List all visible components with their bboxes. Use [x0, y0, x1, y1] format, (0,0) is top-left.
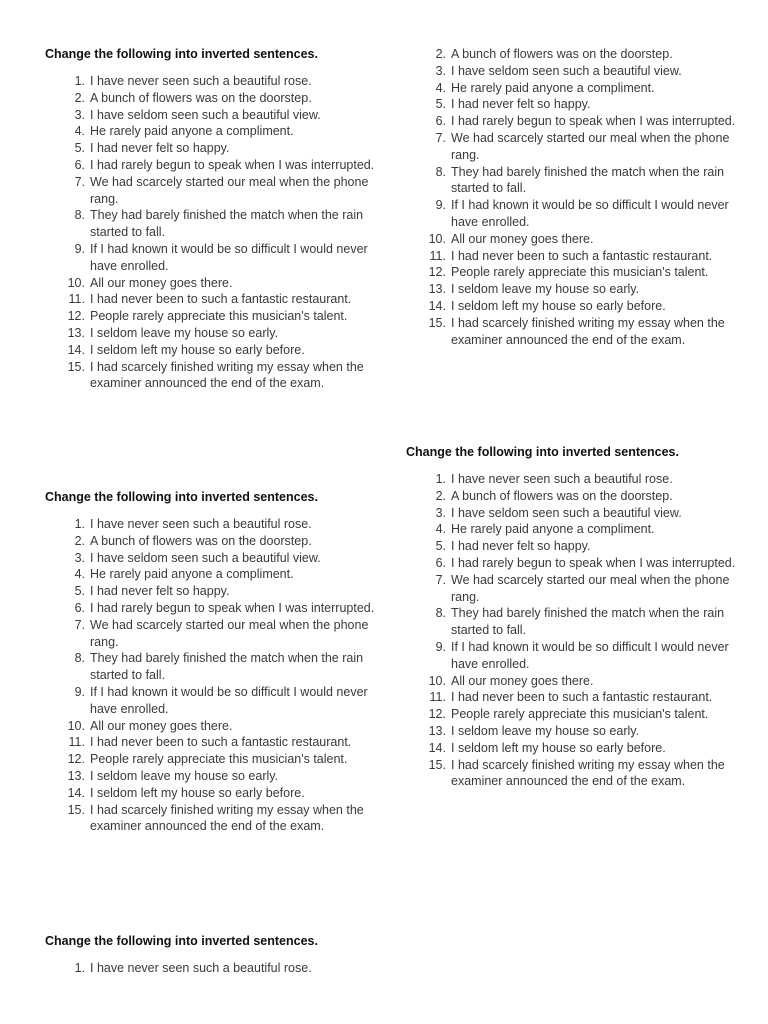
item-text: People rarely appreciate this musician's talent.	[90, 309, 348, 324]
list-item	[406, 96, 736, 113]
exercise-block-right-2	[406, 444, 736, 790]
list-item	[45, 533, 375, 550]
item-number: 6 .	[45, 157, 85, 174]
list-item	[406, 689, 736, 706]
list-item	[406, 723, 736, 740]
item-number: 4 .	[45, 566, 85, 583]
item-text: We had scarcely started our meal when the phone rang.	[90, 617, 369, 649]
exercise-block-left-3	[45, 933, 375, 977]
list-item	[406, 757, 736, 791]
item-number: 11 .	[45, 291, 85, 308]
list-item	[406, 639, 736, 673]
item-text: I had scarcely finished writing my essay when the examiner announced the end of the exam.	[451, 757, 725, 789]
list-item	[406, 264, 736, 281]
list-item	[45, 566, 375, 583]
item-text: People rarely appreciate this musician's talent.	[451, 265, 709, 280]
item-number: 9 .	[406, 197, 446, 214]
item-text: I had never felt so happy.	[451, 97, 591, 112]
list-item	[45, 107, 375, 124]
item-text: People rarely appreciate this musician's talent.	[90, 752, 348, 767]
list-item	[45, 123, 375, 140]
item-text: I had rarely begun to speak when I was interrupted.	[451, 114, 736, 129]
item-text: He rarely paid anyone a compliment.	[451, 80, 655, 95]
list-item	[45, 241, 375, 275]
list-item	[406, 80, 736, 97]
item-number: 8 .	[406, 164, 446, 181]
item-text: I had scarcely finished writing my essay when the examiner announced the end of the exam.	[451, 315, 725, 347]
item-text: If I had known it would be so difficult I would never have enrolled.	[90, 684, 368, 716]
exercise-block-left-2	[45, 489, 375, 835]
item-text: I have seldom seen such a beautiful view.	[451, 505, 682, 520]
sentence-list	[45, 73, 375, 392]
list-item	[45, 90, 375, 107]
list-item	[45, 157, 375, 174]
item-text: I had never been to such a fantastic restaurant.	[90, 292, 352, 307]
item-text: I seldom leave my house so early.	[451, 282, 640, 297]
item-number: 15 .	[45, 802, 85, 819]
item-number: 7 .	[45, 617, 85, 634]
list-item	[406, 505, 736, 522]
item-number: 3 .	[406, 505, 446, 522]
item-number: 10 .	[45, 718, 85, 735]
item-text: They had barely finished the match when the rain started to fall.	[90, 651, 364, 683]
list-item	[406, 740, 736, 757]
item-number: 6 .	[45, 600, 85, 617]
list-item	[406, 231, 736, 248]
list-item	[45, 768, 375, 785]
item-number: 14 .	[406, 740, 446, 757]
item-number: 13 .	[406, 281, 446, 298]
list-item	[45, 785, 375, 802]
item-text: All our money goes there.	[451, 673, 594, 688]
list-item	[45, 617, 375, 651]
exercise-block-right-1	[406, 46, 736, 348]
item-text: I seldom left my house so early before.	[90, 785, 305, 800]
list-item	[406, 281, 736, 298]
list-item	[406, 63, 736, 80]
list-item	[45, 73, 375, 90]
item-text: We had scarcely started our meal when the phone rang.	[451, 572, 730, 604]
item-text: A bunch of flowers was on the doorstep.	[90, 90, 312, 105]
list-item	[406, 315, 736, 349]
item-text: I had rarely begun to speak when I was interrupted.	[90, 600, 375, 615]
item-text: I seldom leave my house so early.	[90, 325, 279, 340]
item-text: I had never felt so happy.	[451, 539, 591, 554]
item-text: We had scarcely started our meal when the phone rang.	[451, 130, 730, 162]
list-item	[45, 802, 375, 836]
item-number: 10 .	[406, 673, 446, 690]
item-number: 13 .	[406, 723, 446, 740]
list-item	[45, 291, 375, 308]
item-number: 7 .	[45, 174, 85, 191]
item-number: 13 .	[45, 325, 85, 342]
item-number: 5 .	[406, 96, 446, 113]
item-text: I have never seen such a beautiful rose.	[451, 472, 673, 486]
list-item	[45, 960, 375, 977]
item-number: 12 .	[45, 308, 85, 325]
item-text: A bunch of flowers was on the doorstep.	[451, 488, 673, 503]
item-text: A bunch of flowers was on the doorstep.	[90, 533, 312, 548]
list-item	[45, 734, 375, 751]
list-item	[406, 471, 736, 488]
item-number: 12 .	[406, 706, 446, 723]
item-text: A bunch of flowers was on the doorstep.	[451, 47, 673, 61]
item-number: 11 .	[45, 734, 85, 751]
item-text: I have seldom seen such a beautiful view.	[90, 107, 321, 122]
item-number: 15 .	[45, 359, 85, 376]
item-number: 6 .	[406, 555, 446, 572]
item-text: I have seldom seen such a beautiful view.	[451, 63, 682, 78]
item-number: 15 .	[406, 757, 446, 774]
item-number: 7 .	[406, 572, 446, 589]
item-number: 12 .	[406, 264, 446, 281]
item-number: 13 .	[45, 768, 85, 785]
list-item	[45, 650, 375, 684]
item-number: 3 .	[406, 63, 446, 80]
list-item	[45, 275, 375, 292]
item-number: 5 .	[45, 140, 85, 157]
item-text: He rarely paid anyone a compliment.	[451, 522, 655, 537]
item-number: 3 .	[45, 550, 85, 567]
item-number: 3 .	[45, 107, 85, 124]
list-item	[406, 46, 736, 63]
item-number: 15 .	[406, 315, 446, 332]
item-number: 14 .	[406, 298, 446, 315]
list-item	[45, 583, 375, 600]
item-text: I had never been to such a fantastic restaurant.	[451, 690, 713, 705]
list-item	[45, 174, 375, 208]
item-text: If I had known it would be so difficult I would never have enrolled.	[451, 639, 729, 671]
list-item	[45, 207, 375, 241]
item-text: He rarely paid anyone a compliment.	[90, 124, 294, 139]
exercise-heading: Change the following into inverted sentences.	[45, 934, 318, 948]
list-item	[406, 248, 736, 265]
item-number: 1 .	[45, 960, 85, 977]
list-item	[45, 342, 375, 359]
item-number: 1 .	[45, 516, 85, 533]
item-text: I had never been to such a fantastic restaurant.	[451, 248, 713, 263]
list-item	[45, 550, 375, 567]
item-number: 9 .	[45, 241, 85, 258]
sentence-list	[45, 516, 375, 835]
item-text: I seldom left my house so early before.	[451, 740, 666, 755]
item-number: 4 .	[406, 80, 446, 97]
item-number: 5 .	[406, 538, 446, 555]
exercise-block-left-1	[45, 46, 375, 392]
item-text: I had scarcely finished writing my essay when the examiner announced the end of the exam.	[90, 359, 364, 391]
item-text: I seldom leave my house so early.	[451, 723, 640, 738]
list-item	[406, 572, 736, 606]
item-text: They had barely finished the match when the rain started to fall.	[451, 164, 725, 196]
item-number: 7 .	[406, 130, 446, 147]
item-number: 14 .	[45, 785, 85, 802]
item-number: 12 .	[45, 751, 85, 768]
item-number: 9 .	[406, 639, 446, 656]
list-item	[406, 706, 736, 723]
sentence-list	[45, 960, 375, 977]
list-item	[45, 600, 375, 617]
list-item	[45, 325, 375, 342]
list-item	[406, 605, 736, 639]
item-number: 14 .	[45, 342, 85, 359]
item-text: I seldom left my house so early before.	[451, 298, 666, 313]
item-number: 4 .	[406, 521, 446, 538]
item-text: They had barely finished the match when the rain started to fall.	[90, 208, 364, 240]
item-number: 4 .	[45, 123, 85, 140]
list-item	[406, 298, 736, 315]
list-item	[406, 521, 736, 538]
item-number: 10 .	[45, 275, 85, 292]
item-text: I seldom left my house so early before.	[90, 342, 305, 357]
list-item	[406, 555, 736, 572]
item-text: We had scarcely started our meal when the phone rang.	[90, 174, 369, 206]
list-item	[45, 308, 375, 325]
list-item	[45, 751, 375, 768]
sentence-list	[406, 46, 736, 348]
item-text: I have never seen such a beautiful rose.	[90, 961, 312, 975]
exercise-heading: Change the following into inverted sentences.	[45, 490, 318, 504]
item-text: If I had known it would be so difficult I would never have enrolled.	[90, 241, 368, 273]
item-number: 5 .	[45, 583, 85, 600]
item-text: I have seldom seen such a beautiful view.	[90, 550, 321, 565]
item-number: 2 .	[45, 533, 85, 550]
list-item	[45, 516, 375, 533]
item-number: 11 .	[406, 689, 446, 706]
item-number: 2 .	[406, 488, 446, 505]
item-text: All our money goes there.	[451, 231, 594, 246]
item-text: I seldom leave my house so early.	[90, 768, 279, 783]
exercise-heading: Change the following into inverted sentences.	[45, 47, 318, 61]
item-text: I have never seen such a beautiful rose.	[90, 74, 312, 88]
item-text: All our money goes there.	[90, 275, 233, 290]
item-number: 8 .	[406, 605, 446, 622]
item-text: I have never seen such a beautiful rose.	[90, 517, 312, 531]
item-text: If I had known it would be so difficult I would never have enrolled.	[451, 198, 729, 229]
item-number: 9 .	[45, 684, 85, 701]
list-item	[406, 673, 736, 690]
item-number: 2 .	[406, 46, 446, 63]
item-number: 6 .	[406, 113, 446, 130]
item-number: 11 .	[406, 248, 446, 265]
list-item	[406, 538, 736, 555]
item-text: I had scarcely finished writing my essay when the examiner announced the end of the exam.	[90, 802, 364, 834]
item-text: They had barely finished the match when the rain started to fall.	[451, 606, 725, 638]
item-number: 8 .	[45, 650, 85, 667]
item-number: 1 .	[406, 471, 446, 488]
item-number: 2 .	[45, 90, 85, 107]
item-text: He rarely paid anyone a compliment.	[90, 567, 294, 582]
list-item	[45, 359, 375, 393]
item-text: People rarely appreciate this musician's talent.	[451, 707, 709, 722]
list-item	[45, 684, 375, 718]
list-item	[406, 197, 736, 231]
item-text: I had never felt so happy.	[90, 584, 230, 599]
sentence-list	[406, 471, 736, 790]
item-number: 8 .	[45, 207, 85, 224]
exercise-heading: Change the following into inverted sentences.	[406, 445, 679, 459]
item-text: I had never been to such a fantastic restaurant.	[90, 735, 352, 750]
item-text: All our money goes there.	[90, 718, 233, 733]
item-text: I had rarely begun to speak when I was interrupted.	[451, 555, 736, 570]
list-item	[406, 113, 736, 130]
list-item	[45, 718, 375, 735]
item-number: 10 .	[406, 231, 446, 248]
list-item	[406, 488, 736, 505]
list-item	[45, 140, 375, 157]
item-text: I had never felt so happy.	[90, 141, 230, 156]
list-item	[406, 164, 736, 198]
item-text: I had rarely begun to speak when I was interrupted.	[90, 157, 375, 172]
list-item	[406, 130, 736, 164]
item-number: 1 .	[45, 73, 85, 90]
